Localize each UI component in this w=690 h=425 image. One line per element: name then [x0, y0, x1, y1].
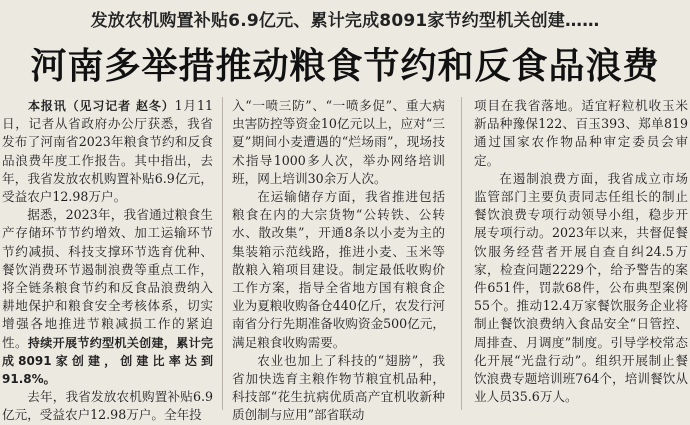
- headline: 河南多举措推动粮食节约和反食品浪费: [30, 46, 660, 87]
- paragraph-2: [2, 206, 213, 388]
- paragraph-2-text: 据悉，2023年，我省通过粮食生产存储环节节约增效、加工运输环节节约减损、科技支撑环节选育优种、餐饮消费环节遏制浪费等重点工作，将全链条粮食节约和反食品浪费纳入耕地保护和粮食安全考核体系，切实增强各地推进节粮减损工作的紧迫性。: [2, 207, 213, 350]
- paragraph-lead: [2, 97, 213, 206]
- paragraph-transport: 在运输储存方面，我省推进包括粮食在内的大宗货物“公转铁、公转水、散改集”，开通8条以小麦为主的集装箱示范线路，推进小麦、玉米等散粮入箱项目建设。制定最低收购价工作方案，指导全省地方国有粮食企业为夏粮收购备仓440亿斤，农发行河南省分行先期准备收购资金500亿元，满足粮食收购需要。: [232, 189, 445, 350]
- paragraph-2-bold: 持续开展节约型机关创建，累计完成8091家创建，创建比率达到91.8%。: [2, 335, 213, 387]
- paragraph-waste: 在遏制浪费方面，我省成立市场监管部门主要负责同志任组长的制止餐饮浪费专项行动领导小组，稳步开展专项行动。2023年以来，共督促餐饮服务经营者开展自查自纠24.5万家，检查问题2229个，给予警告的案件651件，罚款68件，公布典型案例55个。推动12.4万家餐饮服务企业将制止餐饮浪费纳入食品安全“日管控、周排查、月调度”制度。引导学校常态化开展“光盘行动”。组织开展制止餐饮浪费专题培训班764个，培训餐饮从业人员35.6万人。: [474, 170, 688, 405]
- article-column-2: [232, 97, 445, 423]
- column-divider: [461, 97, 462, 410]
- paragraph-continued: 入“一喷三防”、“一喷多促”、重大病虫害防控等资金10亿元以上，应对“三夏”期间小麦遭遇的“烂场雨”，现场技术指导1000多人次，举办网络培训班，网上培训30余万人次。: [232, 98, 445, 186]
- lead-text: 1月11日，记者从省政府办公厅获悉，我省发布了河南省2023年粮食节约和反食品浪费年度工作报告。其中指出，去年，我省发放农机购置补贴6.9亿元，受益农户12.98万户。: [2, 98, 213, 205]
- column-divider: [222, 97, 223, 410]
- subheadline: 发放农机购置补贴6.9亿元、累计完成8091家节约型机关创建……: [90, 11, 600, 31]
- paragraph-technology: 农业也加上了科技的“翅膀”，我省加快选育主粮作物节粮宜机品种，科技部“花生抗病优质高产宜机收新种质创制与应用”部省联动: [232, 352, 445, 423]
- article-column-3: [474, 97, 688, 410]
- byline: 本报讯（见习记者 赵冬）: [27, 99, 175, 113]
- article-column-1: [2, 97, 213, 423]
- paragraph-3: 去年，我省发放农机购置补贴6.9亿元，受益农户12.98万户。全年投: [2, 389, 213, 423]
- paragraph-continued: 项目在我省落地。适宜籽粒机收玉米新品种豫保122、百玉393、郑单819通过国家农作物品种审定委员会审定。: [474, 98, 688, 168]
